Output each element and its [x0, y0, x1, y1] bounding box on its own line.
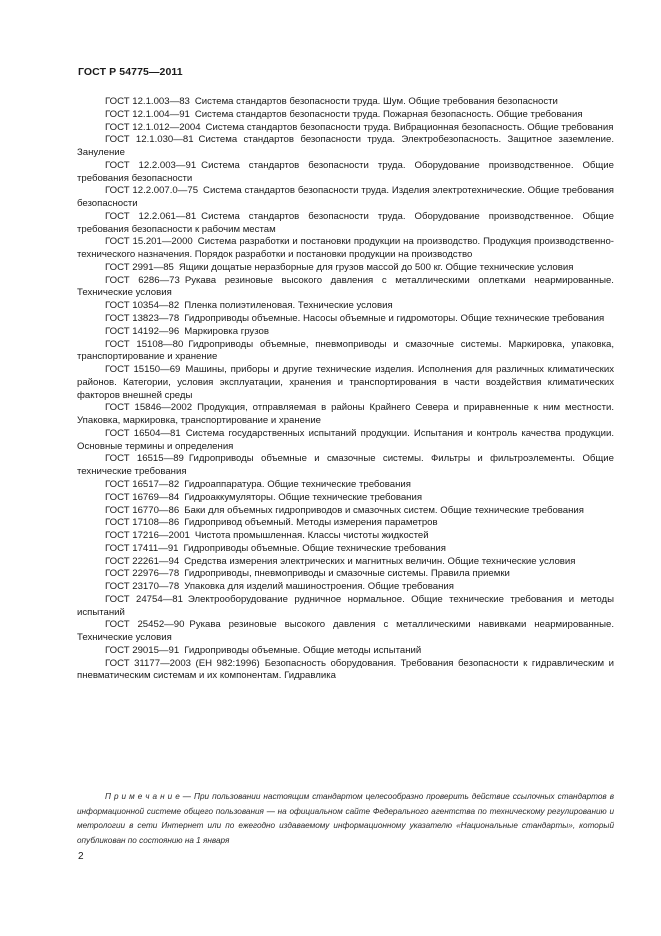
- reference-code: ГОСТ 24754—81: [105, 593, 183, 605]
- reference-item: [77, 300, 614, 313]
- reference-title: Гидроприводы объемные. Общие технические требования: [183, 542, 446, 554]
- reference-item: [77, 492, 614, 505]
- reference-item: [77, 505, 614, 518]
- reference-title: Баки для объемных гидроприводов и смазочных систем. Общие технические требования: [184, 504, 584, 516]
- reference-title: Машины, приборы и другие технические изделия. Исполнения для различных климатических районов. Категории, условия эксплуатации, хранения и транспортирования в части воздействия климатических факторов внешней среды: [77, 364, 615, 401]
- reference-code: ГОСТ 16504—81: [105, 427, 181, 439]
- reference-code: ГОСТ 22976—78: [105, 568, 180, 580]
- reference-title: Продукция, отправляемая в районы Крайнего Севера и приравненные к ним местности. Упаковка, маркировка, транспортирование и хранение: [77, 402, 614, 427]
- reference-code: ГОСТ 13823—78: [105, 313, 180, 325]
- reference-code: ГОСТ 16769—84: [105, 491, 180, 503]
- reference-item: [77, 428, 614, 454]
- reference-item: [77, 275, 614, 301]
- reference-title: Пленка полиэтиленовая. Технические условия: [184, 300, 393, 312]
- reference-item: [77, 262, 614, 275]
- reference-code: ГОСТ 16517—82: [105, 478, 180, 490]
- normative-references-list: [77, 96, 614, 683]
- reference-code: ГОСТ 25452—90: [105, 619, 185, 631]
- reference-code: ГОСТ 12.1.003—83: [105, 96, 190, 107]
- reference-title: Система государственных испытаний продукции. Испытания и контроль качества продукции. Основные термины и определения: [77, 427, 614, 452]
- reference-title: Электрооборудование рудничное нормальное. Общие технические требования и методы испытаний: [77, 593, 614, 618]
- reference-title: Система стандартов безопасности труда. Вибрационная безопасность. Общие требования: [205, 121, 614, 133]
- reference-item: [77, 568, 614, 581]
- reference-title: Система стандартов безопасности труда. Изделия электротехнические. Общие требования безопасности: [77, 185, 614, 210]
- reference-code: ГОСТ 16770—86: [105, 504, 180, 516]
- reference-title: Гидроприводы объемные и смазочные системы. Фильтры и фильтроэлементы. Общие технические требования: [77, 453, 614, 478]
- page-number: 2: [78, 851, 84, 862]
- reference-title: Маркировка грузов: [184, 325, 269, 337]
- reference-item: [77, 109, 614, 122]
- reference-code: ГОСТ 16515—89: [105, 453, 184, 465]
- reference-code: ГОСТ 31177—2003 (ЕН 982:1996): [105, 657, 260, 669]
- reference-item: [77, 364, 614, 402]
- reference-title: Гидроприводы объемные. Общие методы испытаний: [184, 644, 422, 656]
- reference-title: Гидроприводы объемные. Насосы объемные и гидромоторы. Общие технические требования: [184, 313, 605, 325]
- reference-code: ГОСТ 12.1.030—81: [105, 134, 194, 146]
- reference-title: Гидропривод объемный. Методы измерения параметров: [184, 517, 438, 529]
- reference-title: Рукава резиновые высокого давления с металлическими оплетками неармированные. Технические условия: [77, 274, 614, 299]
- reference-title: Гидроаккумуляторы. Общие технические требования: [184, 491, 423, 503]
- reference-code: ГОСТ 17108—86: [105, 517, 180, 529]
- reference-item: [77, 185, 614, 211]
- reference-title: Упаковка для изделий машиностроения. Общие требования: [184, 581, 454, 593]
- reference-title: Система стандартов безопасности труда. Оборудование производственное. Общие требования безопасности: [77, 159, 614, 184]
- reference-title: Рукава резиновые высокого давления с металлическими навивками неармированные. Технические условия: [77, 619, 614, 644]
- reference-code: ГОСТ 6286—73: [105, 274, 180, 286]
- reference-title: Ящики дощатые неразборные для грузов массой до 500 кг. Общие технические условия: [178, 261, 574, 273]
- reference-code: ГОСТ 23170—78: [105, 581, 180, 593]
- reference-code: ГОСТ 12.2.003—91: [105, 159, 197, 171]
- reference-title: Гидроприводы объемные, пневмоприводы и смазочные системы. Маркировка, упаковка, транспортирование и хранение: [77, 338, 615, 363]
- reference-item: [77, 658, 614, 684]
- reference-item: [77, 326, 614, 339]
- reference-item: [77, 122, 614, 135]
- reference-title: Чистота промышленная. Классы чистоты жидкостей: [194, 530, 429, 542]
- reference-code: ГОСТ 10354—82: [105, 300, 180, 312]
- reference-code: ГОСТ 12.2.007.0—75: [105, 185, 199, 197]
- reference-code: ГОСТ 2991—85: [105, 261, 174, 273]
- reference-item: [77, 479, 614, 492]
- reference-item: [77, 453, 614, 479]
- reference-code: ГОСТ 12.1.004—91: [105, 108, 190, 120]
- reference-item: [77, 645, 614, 658]
- reference-item: [77, 313, 614, 326]
- reference-code: ГОСТ 15108—80: [105, 338, 184, 350]
- reference-title: Гидроприводы, пневмоприводы и смазочные системы. Правила приемки: [184, 568, 510, 580]
- reference-code: ГОСТ 17216—2001: [105, 530, 190, 542]
- reference-item: [77, 134, 614, 160]
- document-header: ГОСТ Р 54775—2011: [78, 66, 183, 78]
- reference-item: [77, 160, 614, 186]
- reference-item: [77, 517, 614, 530]
- reference-item: [77, 594, 614, 620]
- reference-title: Система стандартов безопасности труда. Шум. Общие требования безопасности: [194, 96, 558, 107]
- reference-title: Безопасность оборудования. Требования безопасности к гидравлическим и пневматическим системам и их компонентам. Гидравлика: [77, 657, 614, 682]
- reference-item: [77, 402, 614, 428]
- reference-code: ГОСТ 29015—91: [105, 644, 180, 656]
- reference-item: [77, 556, 614, 569]
- reference-title: Система стандартов безопасности труда. Электробезопасность. Защитное заземление. Зануление: [77, 134, 614, 159]
- reference-code: ГОСТ 22261—94: [105, 555, 180, 567]
- reference-code: ГОСТ 12.1.012—2004: [105, 121, 201, 133]
- reference-item: [77, 211, 614, 237]
- reference-title: Гидроаппаратура. Общие технические требования: [184, 478, 411, 490]
- reference-code: ГОСТ 14192—96: [105, 325, 180, 337]
- reference-title: Система стандартов безопасности труда. Оборудование производственное. Общие требования безопасности к рабочим местам: [77, 210, 614, 235]
- reference-code: ГОСТ 15150—69: [105, 364, 181, 376]
- reference-code: ГОСТ 15846—2002: [105, 402, 193, 414]
- reference-item: [77, 236, 614, 262]
- reference-item: [77, 581, 614, 594]
- reference-item: [77, 543, 614, 556]
- reference-item: [77, 530, 614, 543]
- reference-item: [77, 339, 614, 365]
- reference-title: Средства измерения электрических и магнитных величин. Общие технические условия: [184, 555, 576, 567]
- reference-note: П р и м е ч а н и е — При пользовании настоящим стандартом целесообразно проверить действие ссылочных стандартов в информационной системе общего пользования — на официальном сайте Федерального агентства по техническому регулированию и метрологии в сети Интернет или по ежегодно издаваемому информационному указателю «Национальные стандарты», который опубликован по состоянию на 1 января: [77, 792, 614, 845]
- reference-code: ГОСТ 15.201—2000: [105, 236, 193, 248]
- reference-title: Система разработки и постановки продукции на производство. Продукция производственно-технического назначения. Порядок разработки и постановки продукции на производство: [77, 236, 614, 261]
- reference-item: [77, 96, 614, 109]
- reference-item: [77, 619, 614, 645]
- reference-code: ГОСТ 17411—91: [105, 542, 179, 554]
- reference-title: Система стандартов безопасности труда. Пожарная безопасность. Общие требования: [194, 108, 583, 120]
- reference-code: ГОСТ 12.2.061—81: [105, 210, 197, 222]
